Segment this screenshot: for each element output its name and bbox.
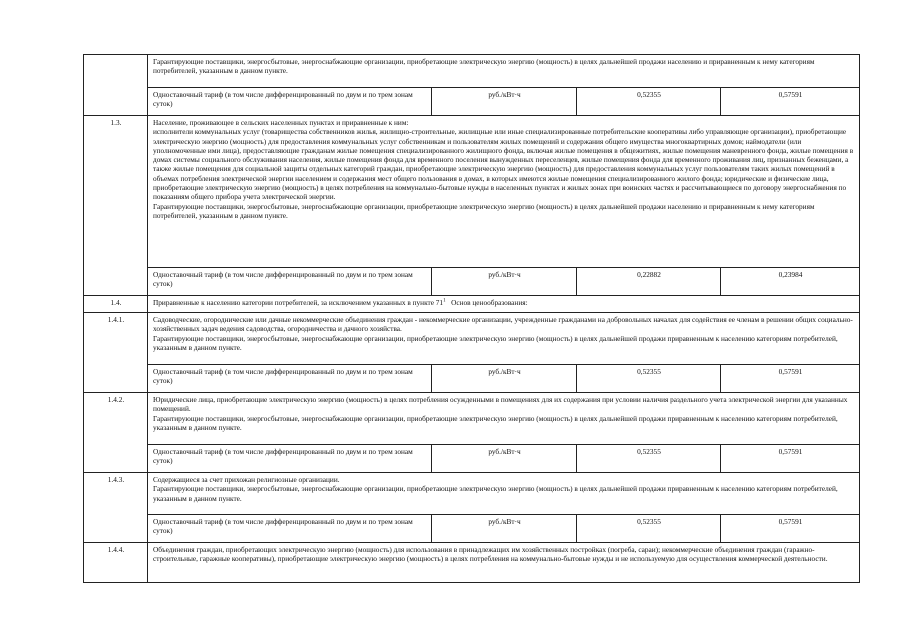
tariff-row <box>84 445 860 473</box>
section-1-4-text-after: Основ ценообразования: <box>451 298 528 307</box>
table-row <box>84 393 860 445</box>
row-number: 1.4.4. <box>84 543 148 583</box>
table-row <box>84 543 860 583</box>
table-row <box>84 473 860 515</box>
section-1-3-body: исполнители коммунальных услуг (товарищества собственников жилья, жилищно-строительные, жилищные или иные специализированные потребительские кооперативы либо управляющие организации), приобретающие электрическую энергию (мощность) для предоставления коммунальных услуг собственникам и пользователям жилых помещений и содержания общего имущества многоквартирных домов; наймодатели (или уполномоченные ими лица), предоставляющие гражданам жилые помещения специализированного жилищного фонда, включая жилые помещения в общежитиях, жилые помещения маневренного фонда, жилые помещения в домах системы социального обслуживания населения, жилые помещения фонда для временного поселения вынужденных переселенцев, жилые помещения фонда для временного проживания лиц, признанных беженцами, а также жилые помещения для социальной защиты отдельных категорий граждан, приобретающие электрическую энергию (мощность) для предоставления коммунальных услуг пользователям таких жилых помещений в объемах потребления электрической энергии населением и содержания мест общего пользования в домах, в которых имеются жилые помещения специализированного жилого фонда; юридические и физические лица, приобретающие электрическую энергию (мощность) в целях потребления на коммунально-бытовые нужды в населенных пунктах и жилых зонах при воинских частях и рассчитывающиеся по договору энергоснабжения по показаниям общего прибора учета электрической энергии. <box>153 127 854 202</box>
tariff-value-2: 0,57591 <box>721 88 860 116</box>
table-row <box>84 296 860 313</box>
unit-cell: руб./кВт·ч <box>432 88 577 116</box>
section-1-4-3-text <box>148 473 860 515</box>
tariff-label: Одноставочный тариф (в том числе дифференцированный по двум и по трем зонам суток) <box>148 268 432 296</box>
tariff-value-1: 0,52355 <box>577 515 721 543</box>
guarantee-text: Гарантирующие поставщики, энергосбытовые, энергоснабжающие организации, приобретающие электрическую энергию (мощность) в целях дальнейшей продажи населению и приравненным к нему категориям потребителей, указанным в данном пункте. <box>153 57 815 76</box>
unit-cell: руб./кВт·ч <box>432 365 577 393</box>
tariff-label: Одноставочный тариф (в том числе дифференцированный по двум и по трем зонам суток) <box>148 515 432 543</box>
table-row <box>84 116 860 268</box>
row-number: 1.4.3. <box>84 473 148 543</box>
footnote-superscript: 1 <box>443 298 446 304</box>
tariff-value-2: 0,23984 <box>721 268 860 296</box>
section-1-4-text <box>148 296 860 313</box>
tariff-value-2: 0,57591 <box>721 365 860 393</box>
tariff-value-1: 0,22882 <box>577 268 721 296</box>
row-number: 1.4.2. <box>84 393 148 473</box>
tariff-label: Одноставочный тариф (в том числе дифференцированный по двум и по трем зонам суток) <box>148 88 432 116</box>
guarantee-text: Гарантирующие поставщики, энергосбытовые, энергоснабжающие организации, приобретающие электрическую энергию (мощность) в целях дальнейшей продажи населению и приравненным к нему категориям потребителей, указанным в данном пункте. <box>153 201 815 220</box>
row-number: 1.4.1. <box>84 313 148 393</box>
unit-cell: руб./кВт·ч <box>432 445 577 473</box>
row-number: 1.3. <box>84 116 148 296</box>
tariff-row <box>84 88 860 116</box>
section-1-4-2-body: Юридические лица, приобретающие электрическую энергию (мощность) в целях потребления осужденными в помещениях для их содержания при условии наличия раздельного учета электрической энергии для указанных помещений. <box>153 395 848 414</box>
tariff-row <box>84 268 860 296</box>
section-1-3-text <box>148 116 860 268</box>
table-row <box>84 55 860 88</box>
tariff-value-2: 0,57591 <box>721 445 860 473</box>
section-1-4-1-text <box>148 313 860 365</box>
row-number-cell <box>84 55 148 116</box>
guarantee-text: Гарантирующие поставщики, энергосбытовые, энергоснабжающие организации, приобретающие электрическую энергию (мощность) в целях дальнейшей продажи приравненным к населению категориям потребителей, указанным в данном пункте. <box>153 413 838 432</box>
tariff-table <box>83 54 860 583</box>
guarantee-text: Гарантирующие поставщики, энергосбытовые, энергоснабжающие организации, приобретающие электрическую энергию (мощность) в целях дальнейшей продажи приравненным к населению категориям потребителей, указанным в данном пункте. <box>153 333 838 352</box>
section-1-4-3-body: Содержащиеся за счет прихожан религиозные организации. <box>153 475 340 484</box>
section-1-4-4-text <box>148 543 860 583</box>
section-1-4-4-body: Объединения граждан, приобретающих электрическую энергию (мощность) для использования в принадлежащих им хозяйственных постройках (погреба, сараи); некоммерческие объединения граждан (гаражно-строительные, гаражные кооперативы), приобретающие электрическую энергию (мощность) в целях потребления на коммунально-бытовые нужды и не используемую для осуществления коммерческой деятельности. <box>153 545 828 564</box>
tariff-label: Одноставочный тариф (в том числе дифференцированный по двум и по трем зонам суток) <box>148 365 432 393</box>
section-1-4-text-before: Приравненные к населению категории потребителей, за исключением указанных в пункте 71 <box>153 298 444 307</box>
tariff-label: Одноставочный тариф (в том числе дифференцированный по двум и по трем зонам суток) <box>148 445 432 473</box>
tariff-row <box>84 365 860 393</box>
table-row <box>84 313 860 365</box>
row-number: 1.4. <box>84 296 148 313</box>
section-1-3-line1: Население, проживающее в сельских населенных пунктах и приравненные к ним: <box>153 118 409 127</box>
unit-cell: руб./кВт·ч <box>432 515 577 543</box>
section-1-4-1-body: Садоводческие, огороднические или дачные некоммерческие объединения граждан - некоммерческие организации, учрежденные гражданами на добровольных началах для содействия ее членам в решении общих социально-хозяйственных задач ведения садоводства, огородничества и дачного хозяйства. <box>153 315 853 334</box>
section-1-4-2-text <box>148 393 860 445</box>
tariff-value-2: 0,57591 <box>721 515 860 543</box>
tariff-value-1: 0,52355 <box>577 88 721 116</box>
guarantee-text: Гарантирующие поставщики, энергосбытовые, энергоснабжающие организации, приобретающие электрическую энергию (мощность) в целях дальнейшей продажи приравненным к населению категориям потребителей, указанным в данном пункте. <box>153 484 838 503</box>
tariff-row <box>84 515 860 543</box>
tariff-value-1: 0,52355 <box>577 445 721 473</box>
guarantee-text-cell <box>148 55 860 88</box>
tariff-value-1: 0,52355 <box>577 365 721 393</box>
unit-cell: руб./кВт·ч <box>432 268 577 296</box>
